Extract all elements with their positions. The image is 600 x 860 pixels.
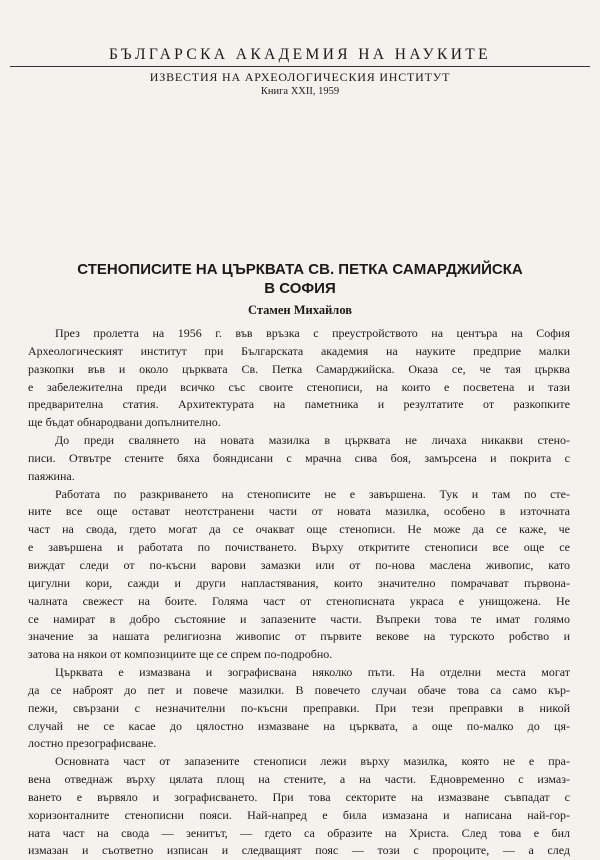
text-line: да се наброят до пет и повече мазилки. В повечето случаи обаче това са само кър- — [28, 682, 570, 697]
text-line: разкопки във и около църквата Св. Петка Самарджийска. Оказа се, че тая църква — [28, 361, 570, 376]
text-line: се намират в добро състояние и запазените части. Въпреки това те имат голямо — [28, 611, 570, 626]
text-line: предварителна статия. Архитектурата на паметника и резултатите от разкопките — [28, 397, 570, 412]
text-line: писи. Отвътре стените бяха бояндисани с мрачна сива боя, замърсена и покрита с — [28, 450, 570, 465]
article-title — [30, 260, 570, 298]
text-line: До преди свалянето на новата мазилка в църквата не личаха никакви стено- — [55, 433, 570, 448]
text-line: Работата по разкриването на стенописите не е завършена. Тук и там по сте- — [55, 486, 570, 501]
text-line: паяжина. — [28, 468, 75, 483]
text-line: значение за нашата религиозна живопис от първите векове на турското робство и — [28, 629, 570, 644]
academy-name: БЪЛГАРСКА АКАДЕМИЯ НА НАУКИТЕ — [108, 46, 492, 63]
text-line: хоризонталните стенописни пояси. Най-напред е била измазана и написана най-гор- — [28, 807, 570, 822]
text-line: Основната част от запазените стенописи лежи върху мазилка, която не е пра- — [55, 754, 570, 769]
text-line: пежи, свързани с незначителни по-късни преправки. При тези преправки в никой — [28, 700, 570, 715]
text-line: виждат следи от по-късни варови замазки или от по-нова маслена живопис, като — [28, 557, 570, 572]
text-line: ните все още остават неотстранени части от новата мазилка, особено в източната — [28, 504, 570, 519]
text-line: чалната свежест на боите. Голяма част от стенописната украса е унищожена. Не — [28, 593, 570, 608]
article-title-line-2: В СОФИЯ — [264, 280, 336, 297]
text-line: затова на някои от композициите ще се спрем по-подробно. — [28, 647, 333, 662]
text-line: случай не се касае до цялостно измазване на църквата, а още по-малко до ця- — [28, 718, 570, 733]
volume-info: Книга XXII, 1959 — [260, 86, 340, 97]
text-line: е завършена и работата по почистването. Върху откритите стенописи все още се — [28, 540, 570, 555]
text-line: Археологическият институт при Българската академия на науките предприе малки — [28, 343, 570, 358]
author-name: Стамен Михайлов — [247, 303, 353, 317]
text-line: лостно презографисване. — [28, 736, 157, 751]
journal-title: ИЗВЕСТИЯ НА АРХЕОЛОГИЧЕСКИЯ ИНСТИТУТ — [149, 70, 451, 84]
text-line: вена отведнаж върху цялата площ на стените, а на части. Едновременно с измаз- — [28, 772, 570, 787]
text-line: ната част на свода — зенитът, — гдето са образите на Христа. След това е бил — [28, 825, 570, 840]
text-line: През пролетта на 1956 г. във връзка с преустройството на центъра на София — [55, 326, 570, 340]
article-body — [28, 325, 570, 860]
text-line: Църквата е измазвана и зографисвана няколко пъти. На отделни места могат — [55, 665, 570, 680]
article-title-line-1: СТЕНОПИСИТЕ НА ЦЪРКВАТА СВ. ПЕТКА САМАРДЖИЙСКА — [77, 261, 523, 278]
text-line: ще бъдат обнародвани допълнително. — [28, 415, 221, 430]
header-rule — [10, 66, 590, 67]
text-line: ването е вървяло и зографисването. При това секторите на измазване съвпадат с — [28, 789, 570, 804]
text-line: цигулни кори, сажди и други напластявания, които значително помрачават първона- — [28, 575, 570, 590]
text-line: измазан и съответно изписан и следващият пояс — този с пророците, — а след — [28, 843, 570, 858]
text-line: част на свода, гдето могат да се очакват още стенописи. Не може да се каже, че — [28, 522, 570, 537]
text-line: е забележителна преди всичко със своите стенописи, на които е посветена и тази — [28, 379, 570, 394]
